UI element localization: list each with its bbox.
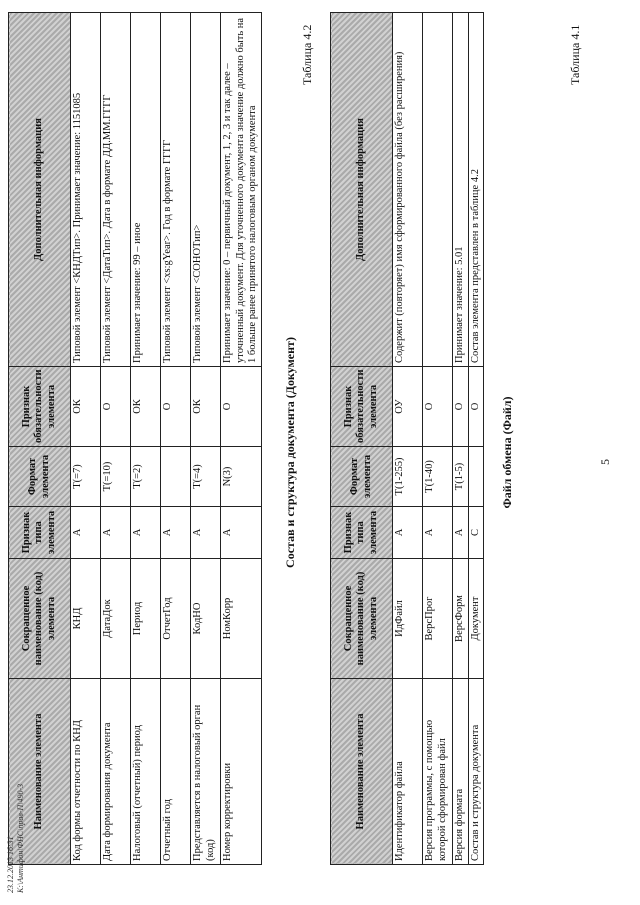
cell-type: А <box>71 507 101 559</box>
cell-code: НомКорр <box>221 559 262 679</box>
cell-format: T(1-255) <box>393 447 423 507</box>
cell-required: О <box>453 367 469 447</box>
table-row <box>221 13 262 865</box>
cell-type: А <box>393 507 423 559</box>
cell-code: ВерсФорм <box>453 559 469 679</box>
cell-required: О <box>221 367 262 447</box>
cell-code: Период <box>131 559 161 679</box>
table-row <box>131 13 161 865</box>
cell-format: N(3) <box>221 447 262 507</box>
cell-code: Документ <box>468 559 484 679</box>
cell-required: ОУ <box>393 367 423 447</box>
cell-type: А <box>191 507 221 559</box>
table2-title: Состав и структура документа (Документ) <box>283 337 297 568</box>
table1-label: Таблица 4.1 <box>568 24 582 85</box>
cell-name: Представляется в налоговый орган (код) <box>191 679 221 865</box>
cell-info: Типовой элемент <КНДТип>. Принимает значение: 1151085 <box>71 13 101 367</box>
cell-info <box>423 13 453 367</box>
table2-header-cell: Формат элемента <box>9 447 71 507</box>
cell-format <box>468 447 484 507</box>
cell-info: Принимает значение: 99 – иное <box>131 13 161 367</box>
cell-type: А <box>101 507 131 559</box>
cell-code: ВерсПрог <box>423 559 453 679</box>
cell-info: Принимает значение: 5.01 <box>453 13 469 367</box>
cell-type: А <box>131 507 161 559</box>
cell-format: T(=4) <box>191 447 221 507</box>
cell-info: Типовой элемент <xs:gYear>. Год в формате ГГГГ <box>161 13 191 367</box>
table-row <box>453 13 469 865</box>
cell-info: Типовой элемент <СОНОТип> <box>191 13 221 367</box>
cell-required: О <box>101 367 131 447</box>
cell-code: ИдФайл <box>393 559 423 679</box>
table1-header-cell: Наименование элемента <box>331 679 393 865</box>
cell-format: T(=7) <box>71 447 101 507</box>
cell-format <box>161 447 191 507</box>
table-row <box>423 13 453 865</box>
cell-code: КодНО <box>191 559 221 679</box>
cell-code: ДатаДок <box>101 559 131 679</box>
cell-code: ОтчетГод <box>161 559 191 679</box>
cell-type: А <box>161 507 191 559</box>
table2-header-cell: Признак обязательности элемента <box>9 367 71 447</box>
cell-required: О <box>423 367 453 447</box>
cell-required: ОК <box>191 367 221 447</box>
footer-stamp <box>6 784 26 893</box>
cell-info: Типовой элемент <ДатаТип>. Дата в формате ДД.ММ.ГГГГ <box>101 13 131 367</box>
table-row <box>71 13 101 865</box>
table2-header-row <box>9 13 71 865</box>
table1-header-cell: Сокращенное наименование (код) элемента <box>331 559 393 679</box>
table1-title: Файл обмена (Файл) <box>500 396 514 509</box>
cell-format: T(1-5) <box>453 447 469 507</box>
cell-name: Версия программы, с помощью которой сформирован файл <box>423 679 453 865</box>
cell-name: Код формы отчетности по КНД <box>71 679 101 865</box>
cell-type: С <box>468 507 484 559</box>
cell-name: Налоговый (отчетный) период <box>131 679 161 865</box>
cell-format: T(1-40) <box>423 447 453 507</box>
footer-line: К:\Антифон\ФНС\прав-П\490-3 <box>16 783 25 893</box>
cell-required: ОК <box>71 367 101 447</box>
table1-header-cell: Дополнительная информация <box>331 13 393 367</box>
table-row <box>468 13 484 865</box>
table2-header-cell: Признак типа элемента <box>9 507 71 559</box>
cell-required: О <box>468 367 484 447</box>
cell-required: О <box>161 367 191 447</box>
cell-info: Состав элемента представлен в таблице 4.2 <box>468 13 484 367</box>
table2-header-cell: Сокращенное наименование (код) элемента <box>9 559 71 679</box>
cell-type: А <box>221 507 262 559</box>
table1-header-row <box>331 13 393 865</box>
cell-name: Номер корректировки <box>221 679 262 865</box>
cell-type: А <box>453 507 469 559</box>
cell-name: Дата формирования документа <box>101 679 131 865</box>
table-row <box>393 13 423 865</box>
table1-header-cell: Признак обязательности элемента <box>331 367 393 447</box>
cell-name: Отчетный год <box>161 679 191 865</box>
table1-header-cell: Признак типа элемента <box>331 507 393 559</box>
cell-name: Идентификатор файла <box>393 679 423 865</box>
cell-required: ОК <box>131 367 161 447</box>
table1 <box>330 12 484 865</box>
cell-format: T(=10) <box>101 447 131 507</box>
cell-info: Содержит (повторяет) имя сформированного файла (без расширения) <box>393 13 423 367</box>
page-number: 5 <box>598 459 612 465</box>
cell-format: T(=2) <box>131 447 161 507</box>
table2-header-cell: Наименование элемента <box>9 679 71 865</box>
table-row <box>161 13 191 865</box>
cell-code: КНД <box>71 559 101 679</box>
footer-line: 23.12.2013 16:31 <box>6 836 15 893</box>
table2 <box>8 12 262 865</box>
cell-info: Принимает значение: 0 – первичный документ, 1, 2, 3 и так далее – уточненный документ. Для уточненного документа значение должно быть на 1 больше ранее принятого налоговым органом документа <box>221 13 262 367</box>
cell-name: Версия формата <box>453 679 469 865</box>
table2-header-cell: Дополнительная информация <box>9 13 71 367</box>
cell-name: Состав и структура документа <box>468 679 484 865</box>
table-row <box>101 13 131 865</box>
cell-type: А <box>423 507 453 559</box>
table1-header-cell: Формат элемента <box>331 447 393 507</box>
table2-label: Таблица 4.2 <box>300 24 314 85</box>
table-row <box>191 13 221 865</box>
